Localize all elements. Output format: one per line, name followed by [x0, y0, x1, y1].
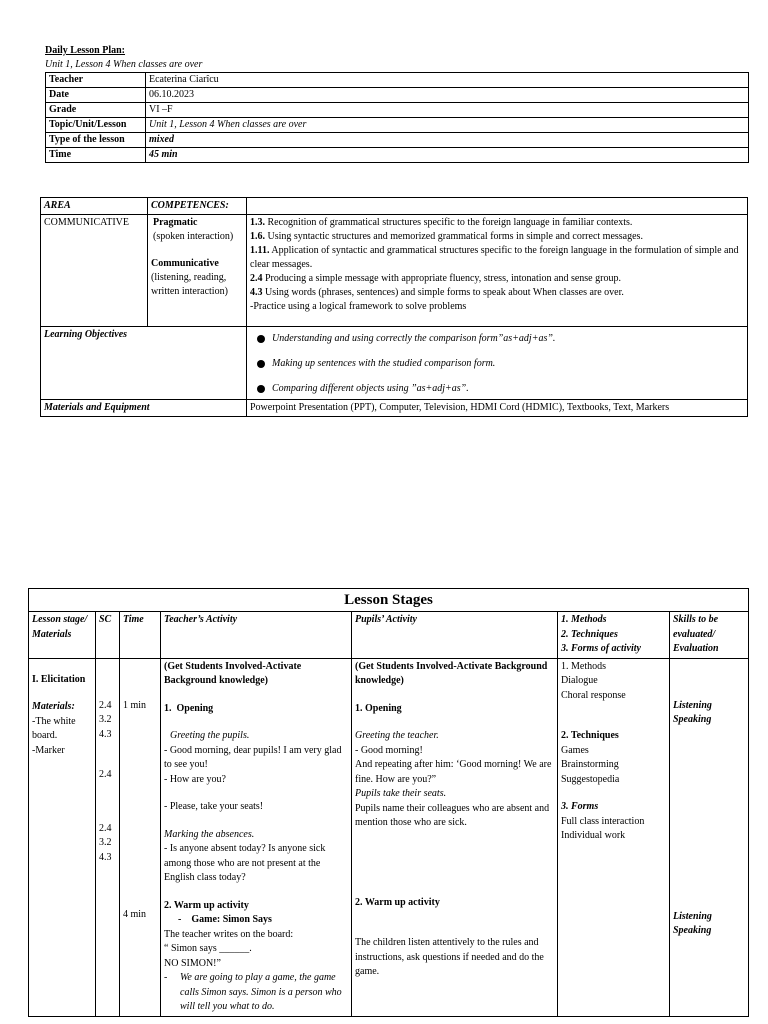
objectives-cell — [247, 327, 748, 400]
lesson-stages-table — [28, 588, 749, 1017]
info-value: Unit 1, Lesson 4 When classes are over — [146, 118, 749, 133]
table-row — [41, 215, 748, 327]
table-row — [41, 327, 748, 400]
info-value: mixed — [146, 133, 749, 148]
communicative-title: Communicative — [151, 258, 219, 269]
table-row — [46, 148, 749, 163]
skills-cell: Listening Speaking Listening Speaking — [670, 658, 749, 1016]
pupils-activity-cell: (Get Students Involved-Activate Background knowledge) 1. Opening Greeting the teacher. - Good morning! And repeating after him: ‘Good morning! We are fine. How are you?” Pupils take their seats. Pupils name their colleagues who are absent and mention those who are sick. 2. Warm up activity The children listen attentively to the rules and instructions, ask questions if needed and do the game. — [352, 658, 558, 1016]
document-heading: Daily Lesson Plan: — [45, 45, 126, 56]
area-value: COMMUNICATIVE — [41, 215, 148, 327]
list-item: -Practice using a logical framework to solve problems — [250, 301, 467, 312]
info-value: 06.10.2023 — [146, 88, 749, 103]
objectives-label: Learning Objectives — [41, 327, 247, 400]
info-label: Type of the lesson — [46, 133, 146, 148]
pragmatic-desc: (spoken interaction) — [153, 231, 234, 242]
lesson-stages-title: Lesson Stages — [29, 589, 749, 612]
info-value: VI –F — [146, 103, 749, 118]
col-header-stage: Lesson stage/ Materials — [29, 612, 96, 659]
col-header-skills: Skills to be evaluated/ Evaluation — [670, 612, 749, 659]
materials-label: Materials: — [32, 701, 75, 712]
table-header-row — [29, 612, 749, 659]
table-row — [46, 103, 749, 118]
list-item: 1.6. Using syntactic structures and memorized grammatical forms in simple and correct messages. — [250, 231, 643, 242]
info-label: Time — [46, 148, 146, 163]
competences-header: COMPETENCES: — [148, 198, 247, 215]
col-header-pupils: Pupils’ Activity — [352, 612, 558, 659]
list-item: Understanding and using correctly the comparison form”as+adj+as”. — [272, 332, 744, 346]
col-header-methods: 1. Methods 2. Techniques 3. Forms of activity — [558, 612, 670, 659]
table-row — [41, 400, 748, 417]
material-item: -The white board. — [32, 715, 76, 741]
info-label: Grade — [46, 103, 146, 118]
time-cell: 1 min 4 min — [120, 658, 161, 1016]
competence-types — [148, 215, 247, 327]
stage-name: I. Elicitation — [32, 673, 86, 685]
area-header: AREA — [41, 198, 148, 215]
table-row — [46, 118, 749, 133]
col-header-sc: SC — [96, 612, 120, 659]
table-row — [46, 88, 749, 103]
communicative-desc: (listening, reading, written interaction) — [151, 272, 228, 297]
list-item: 1.11. Application of syntactic and grammatical structures specific to the foreign language in the formulation of simple and clear messages. — [250, 245, 739, 270]
col-header-teacher: Teacher’s Activity — [161, 612, 352, 659]
objectives-list — [250, 332, 744, 396]
competences-empty-header — [247, 198, 748, 215]
table-row — [29, 589, 749, 612]
list-item: 4.3 Using words (phrases, sentences) and simple forms to speak about When classes are over. — [250, 287, 624, 298]
list-item: 2.4 Producing a simple message with appropriate fluency, stress, intonation and sense group. — [250, 273, 621, 284]
table-row — [46, 73, 749, 88]
table-row — [41, 198, 748, 215]
table-row — [46, 133, 749, 148]
pragmatic-title: Pragmatic — [153, 217, 198, 228]
list-item: 1.3. Recognition of grammatical structures specific to the foreign language in familiar contexts. — [250, 217, 633, 228]
lesson-plan-header — [45, 44, 749, 163]
methods-cell: 1. Methods Dialogue Choral response 2. Techniques Games Brainstorming Suggestopedia 3. Forms Full class interaction Individual work — [558, 658, 670, 1016]
teacher-activity-cell: (Get Students Involved-Activate Background knowledge) 1. Opening Greeting the pupils. - Good morning, dear pupils! I am very glad to see you! - How are you? - Please, take your seats! Marking the absences. - Is anyone absent today? Is anyone sick among those who are not present at the English class today? 2. Warm up activity - Game: Simon Says The teacher writes on the board: “ Simon says ______. NO SIMON!” - We are going to play a game, the game calls Simon says. Simon is a person who will tell you what to do. — [161, 658, 352, 1016]
info-label: Teacher — [46, 73, 146, 88]
materials-label: Materials and Equipment — [41, 400, 247, 417]
table-row — [29, 658, 749, 1016]
lesson-info-table — [45, 72, 749, 163]
col-header-time: Time — [120, 612, 161, 659]
sc-cell: 2.4 3.2 4.3 2.4 2.4 3.2 4.3 — [96, 658, 120, 1016]
info-label: Date — [46, 88, 146, 103]
material-item: -Marker — [32, 744, 65, 756]
competences-table — [40, 197, 748, 417]
info-value: 45 min — [146, 148, 749, 163]
list-item: Comparing different objects using ”as+adj+as”. — [272, 382, 744, 396]
list-item: Making up sentences with the studied comparison form. — [272, 357, 744, 371]
competence-list — [247, 215, 748, 327]
materials-value: Powerpoint Presentation (PPT), Computer, Television, HDMI Cord (HDMIC), Textbooks, Text, Markers — [247, 400, 748, 417]
document-subheading: Unit 1, Lesson 4 When classes are over — [45, 59, 203, 70]
info-value: Ecaterina Ciarîcu — [146, 73, 749, 88]
info-label: Topic/Unit/Lesson — [46, 118, 146, 133]
stage-cell — [29, 658, 96, 1016]
